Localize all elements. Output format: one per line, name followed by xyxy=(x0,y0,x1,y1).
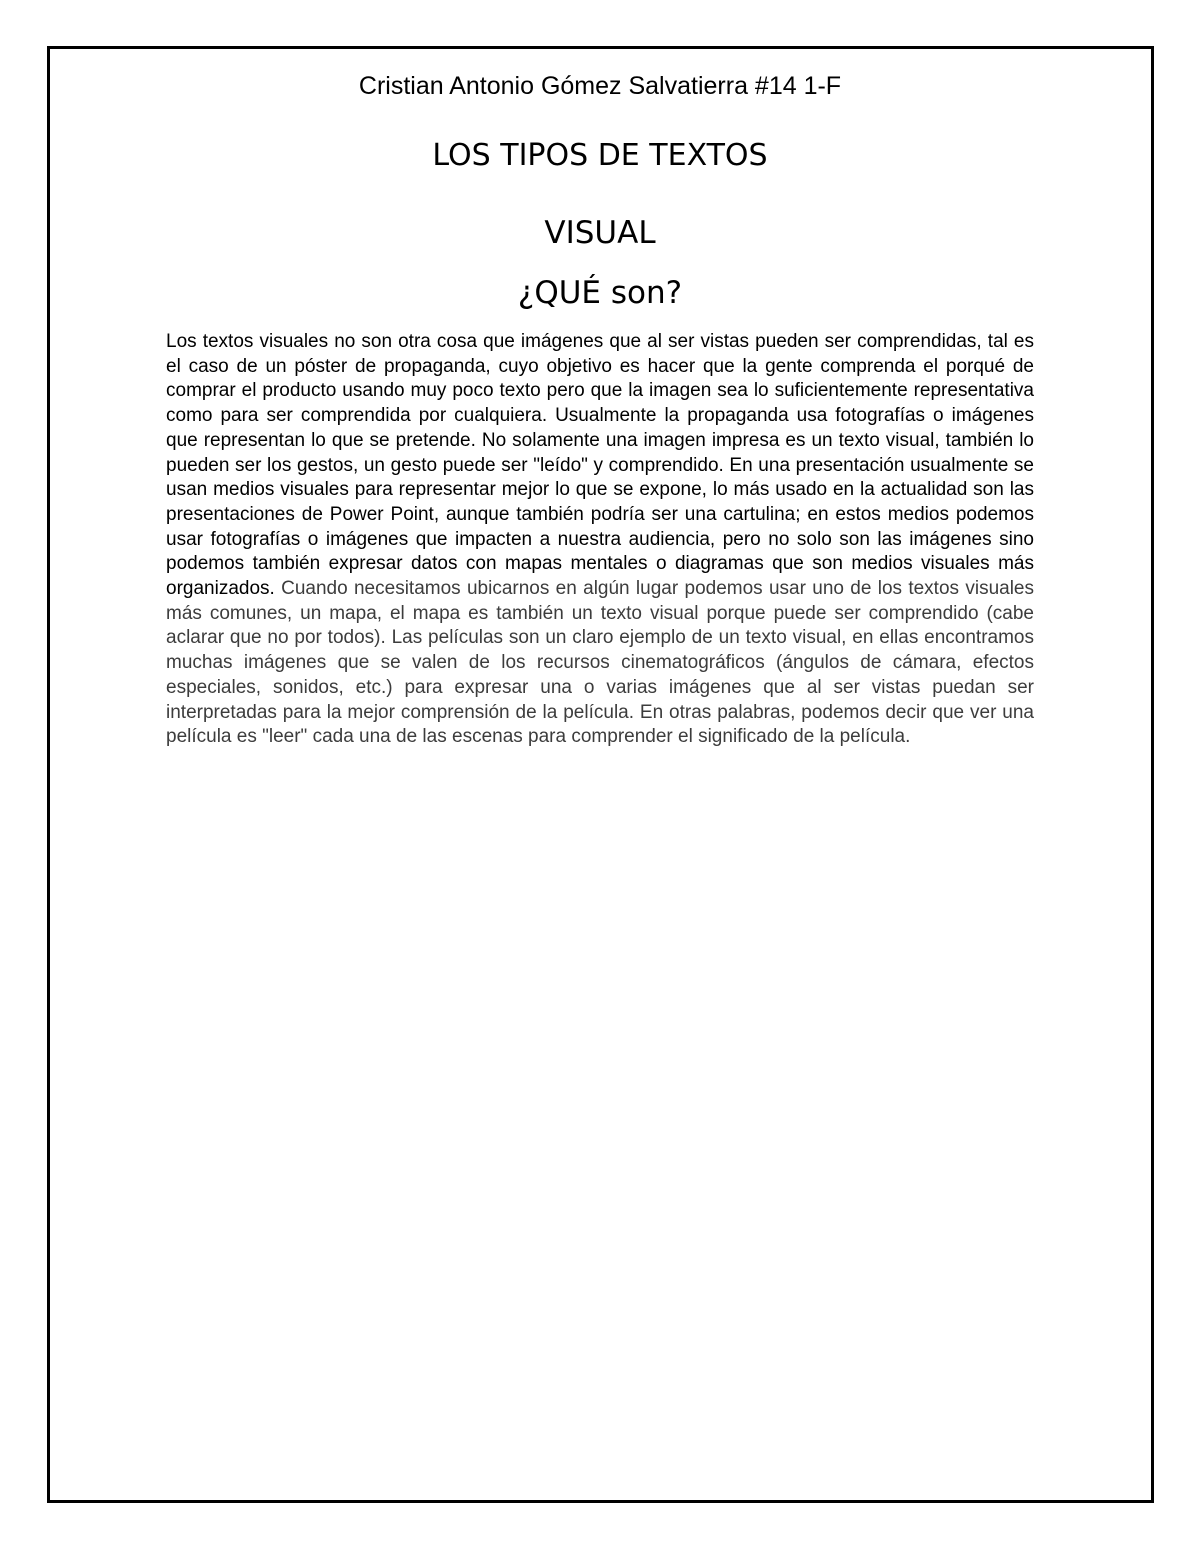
body-paragraph-part-1: Los textos visuales no son otra cosa que imágenes que al ser vistas pueden ser comprendidas, tal es el caso de un póster de propaganda, cuyo objetivo es hacer que la gente comprenda el porqué de comprar el producto usando muy poco texto pero que la imagen sea lo suficientemente representativa como para ser comprendida por cualquiera. Usualmente la propaganda usa fotografías o imágenes que representan lo que se pretende. No solamente una imagen impresa es un texto visual, también lo pueden ser los gestos, un gesto puede ser "leído" y comprendido. En una presentación usualmente se usan medios visuales para representar mejor lo que se expone, lo más usado en la actualidad son las presentaciones de Power Point, aunque también podría ser una cartulina; en estos medios podemos usar fotografías o imágenes que impacten a nuestra audiencia, pero no solo son las imágenes sino podemos también expresar datos con mapas mentales o diagramas que son medios visuales más organizados. xyxy=(166,331,1034,600)
question-heading: ¿QUÉ son? xyxy=(517,275,683,311)
page-border xyxy=(47,46,1154,1503)
document-title: LOS TIPOS DE TEXTOS xyxy=(432,138,768,173)
body-paragraph xyxy=(166,330,1034,750)
body-paragraph-part-2: Cuando necesitamos ubicarnos en algún lugar podemos usar uno de los textos visuales más comunes, un mapa, el mapa es también un texto visual porque puede ser comprendido (cabe aclarar que no por todos). Las películas son un claro ejemplo de un texto visual, en ellas encontramos muchas imágenes que se valen de los recursos cinematográficos (ángulos de cámara, efectos especiales, sonidos, etc.) para expresar una o varias imágenes que al ser vistas puedan ser interpretadas para la mejor comprensión de la película. En otras palabras, podemos decir que ver una película es "leer" cada una de las escenas para comprender el significado de la película. xyxy=(166,578,1034,748)
author-line: Cristian Antonio Gómez Salvatierra #14 1-F xyxy=(358,72,842,100)
section-title: VISUAL xyxy=(544,215,656,251)
